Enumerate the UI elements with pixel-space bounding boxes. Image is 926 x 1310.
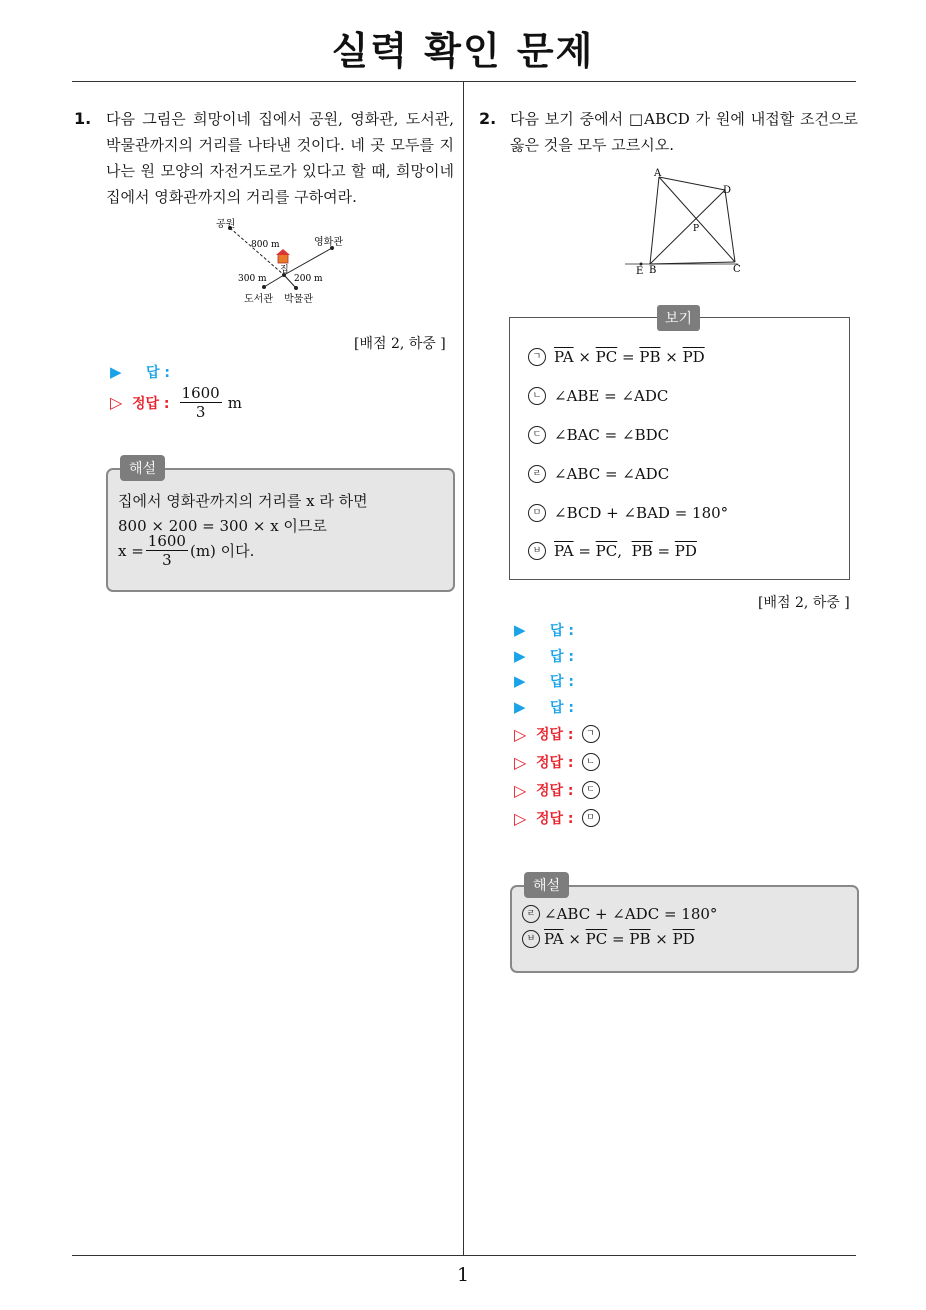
figure-distance-library: 300 m [238,274,267,284]
figure-label-park: 공원 [216,219,236,230]
bogi-item-5: ㅁ ∠BCD + ∠BAD = 180° [528,504,728,522]
question-1-figure [200,212,360,312]
question-1-answer-row [110,362,170,382]
question-2-text: 다음 보기 중에서 □ABCD 가 원에 내접할 조건으로 옳은 것을 모두 고르시오. [510,110,858,154]
question-2-answer-row-3: ▶ 답 : [514,672,574,690]
figure-distance-museum: 200 m [294,274,323,284]
bogi-tag: 보기 [657,305,700,331]
answer-arrow-icon: ▶ [514,647,526,665]
figure-label-cinema: 영화관 [314,237,343,248]
question-2-explanation-box [510,885,859,973]
top-rule [72,81,856,82]
figure-label-library: 도서관 [244,294,273,305]
question-2-answer-row-1: ▶ 답 : [514,621,574,639]
correct-arrow-icon: ▷ [514,780,527,800]
correct-unit: m [227,393,242,412]
question-2-explain-line-1: ㄹ ∠ABC + ∠ADC = 180° [522,905,717,923]
figure-label-P: P [693,224,700,234]
correct-label: 정답 : [132,395,170,412]
question-1-number: 1. [74,109,92,128]
question-1-text: 다음 그림은 희망이네 집에서 공원, 영화관, 도서관, 박물관까지의 거리를 나타낸 것이다. 네 곳 모두를 지나는 원 모양의 자전거도로가 있다고 할 때, 희망이네 집에서 영화관까지의 거리를 구하여라. [106,110,454,206]
figure-label-B: B [649,265,657,276]
figure-label-C: C [733,264,741,275]
question-1-score: [배점 2, 하중 ] [354,336,446,352]
answer-arrow-icon: ▶ [514,698,526,716]
answer-arrow-icon: ▶ [514,672,526,690]
figure-label-home: 집 [280,265,289,275]
bogi-item-2: ㄴ ∠ABE = ∠ADC [528,387,668,405]
answer-label: 답 : [146,365,170,381]
bottom-rule [72,1255,856,1256]
figure-distance-park: 800 m [251,240,280,250]
bogi-item-4: ㄹ ∠ABC = ∠ADC [528,465,669,483]
bogi-item-6: ㅂ $\overline{PA}$ = $\overline{PC}$ , $\overline{PB}$ = $\overline{PD}$ [528,542,697,560]
question-2-answer-row-4: ▶ 답 : [514,698,574,716]
question-2-number: 2. [479,109,497,128]
question-1-explain-line-2: 800 × 200 = 300 × x 이므로 [118,517,327,535]
answer-arrow-icon: ▶ [110,363,122,381]
figure-label-museum: 박물관 [284,294,313,305]
question-2-correct-row-2: ▷ 정답 : ㄴ [514,752,608,772]
bogi-item-1: ㄱ $\overline{PA}$ × $\overline{PC}$ = $\overline{PB}$ × $\overline{PD}$ [528,348,705,366]
question-1-correct-row [110,384,242,421]
question-2-answer-row-2: ▶ 답 : [514,647,574,665]
question-2-correct-row-3: ▷ 정답 : ㄷ [514,780,608,800]
question-2-explain-line-2: ㅂ $\overline{PA}$ × $\overline{PC}$ = $\overline{PB}$ × $\overline{PD}$ [522,930,695,948]
answer-arrow-icon: ▶ [514,621,526,639]
question-2-correct-row-4: ▷ 정답 : ㅁ [514,808,608,828]
correct-arrow-icon: ▷ [514,752,527,772]
question-2-figure [620,165,760,280]
figure-label-E: E [636,266,644,277]
question-1-explain-line-3: x = $\frac{1600}{3}$ (m) 이다. [118,532,255,569]
column-divider [463,82,464,1255]
correct-arrow-icon: ▷ [514,724,527,744]
question-2-explanation-tag: 해설 [524,872,569,898]
correct-arrow-icon: ▷ [514,808,527,828]
question-1-explanation-tag: 해설 [120,455,165,481]
page-number: 1 [456,1264,470,1286]
figure-label-A: A [654,168,662,179]
question-1-explain-line-1: 집에서 영화관까지의 거리를 x 라 하면 [118,492,368,510]
bogi-item-3: ㄷ ∠BAC = ∠BDC [528,426,669,444]
page-title: 실력 확인 문제 [331,29,595,73]
question-2-score: [배점 2, 하중 ] [758,595,850,611]
question-2-correct-row-1: ▷ 정답 : ㄱ [514,724,608,744]
correct-arrow-icon: ▷ [110,393,123,412]
correct-fraction: $\frac{1600}{3}$ [181,384,220,421]
figure-label-D: D [723,185,732,196]
